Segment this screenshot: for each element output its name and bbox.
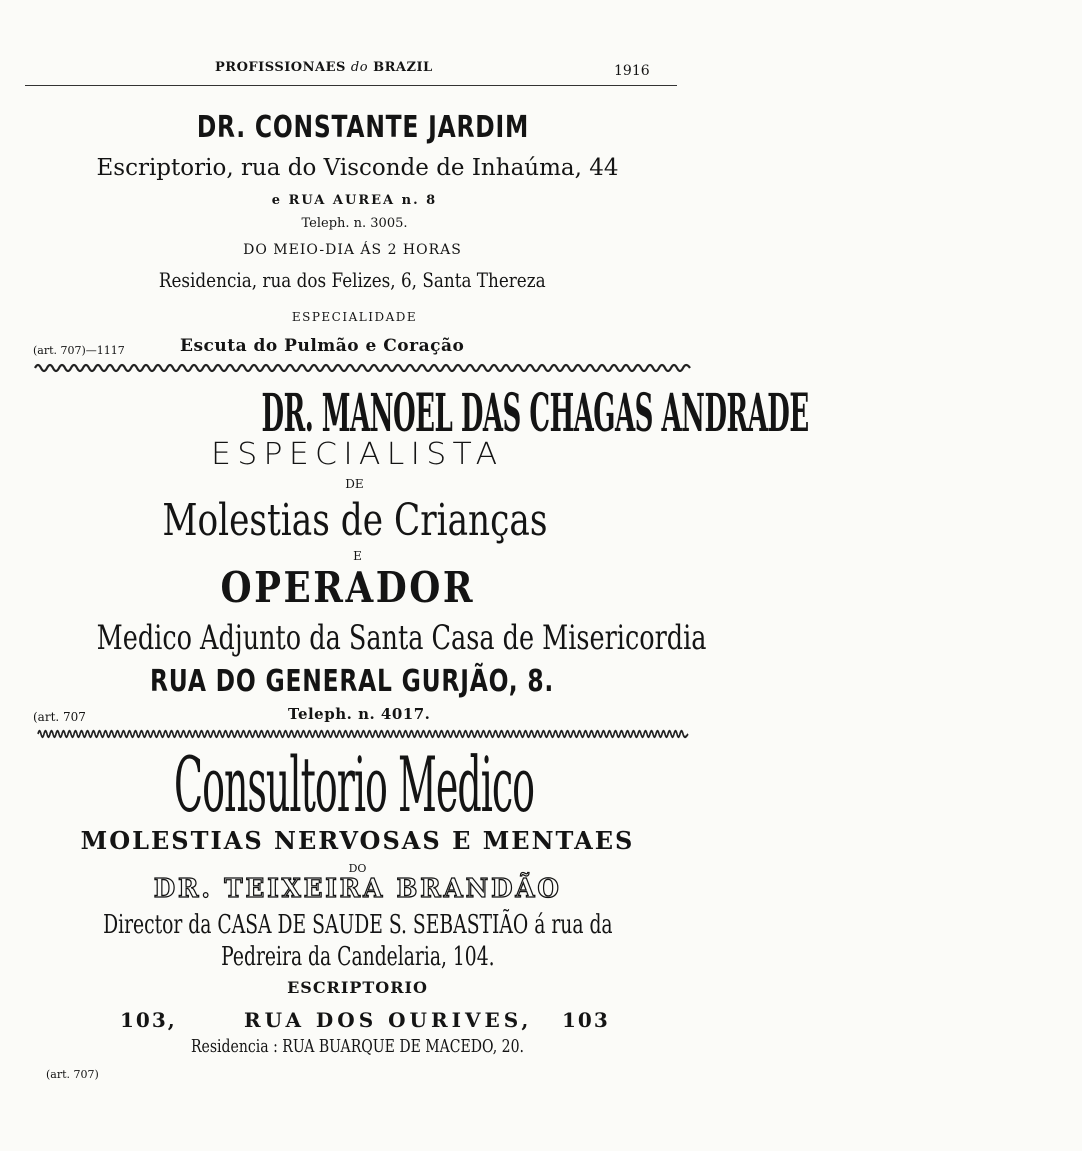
ad3-office-label: ESCRIPTORIO [287,978,428,997]
header-word-1: PROFISSIONAES [215,60,346,75]
ad1-reference: (art. 707)—1117 [33,344,125,357]
ad3-reference: (art. 707) [46,1068,99,1081]
ad3-title: Consultorio Medico [174,740,535,829]
ad1-specialty: Escuta do Pulmão e Coração [180,336,465,356]
ad2-diseases: Molestias de Crianças [161,495,548,546]
ad1-specialty-label: ESPECIALIDADE [291,310,418,324]
ad2-role: Medico Adjunto da Santa Casa de Misericordia [96,618,707,658]
ad3-do: DO [348,862,367,875]
ad3-title-line [0,740,717,830]
ad2-operator-line [0,563,710,612]
ad3-doctor: DR. TEIXEIRA BRANDÃO [153,874,562,904]
ad2-reference: (art. 707 [33,710,86,724]
ad3-director2-line [0,942,720,972]
ad3-diseases: MOLESTIAS NERVOSAS E MENTAES [80,826,635,855]
ad1-residence: Residencia, rua dos Felizes, 6, Santa Thereza [159,268,546,292]
ad2-specialist: ESPECIALISTA [211,437,504,472]
ad3-director: Director da CASA DE SAUDE S. SEBASTIÃO á rua da [102,910,613,940]
ad1-hours: DO MEIO-DIA ÁS 2 HORAS [243,242,462,258]
ad2-role-line [0,618,720,658]
ad2-specialist-line [0,437,720,472]
running-header-title [215,60,433,75]
ad1-office2: e RUA AUREA n. 8 [271,193,438,208]
ad3-residence: Residencia : RUA BUARQUE DE MACEDO, 20. [190,1036,525,1057]
ad2-address-line [0,664,715,699]
ad3-director2: Pedreira da Candelaria, 104. [220,942,495,972]
header-rule [25,85,677,86]
divider-wave-1 [35,362,690,374]
divider-wave-2 [38,728,688,740]
ad3-number-right: 103 [562,1008,610,1032]
ad3-doctor-line [0,874,720,904]
ad2-doctor-name: DR. MANOEL DAS CHAGAS ANDRADE [261,383,809,444]
ad2-diseases-line [0,495,717,546]
ad1-name-line [0,110,725,145]
ad2-de: DE [345,477,364,491]
ad3-director-line [0,910,720,940]
header-word-3: BRAZIL [373,60,433,75]
ad2-e: E [353,549,362,563]
ad2-name-line [0,383,809,444]
header-word-2: do [350,60,369,75]
ad1-residence-line [0,268,715,292]
ad1-phone: Teleph. n. 3005. [301,216,408,231]
page-year: 1916 [614,63,650,79]
ad3-residence-line [0,1036,720,1057]
ad3-number-left: 103, [120,1008,177,1032]
ad2-operator: OPERADOR [220,563,475,612]
ad1-doctor-name: DR. CONSTANTE JARDIM [196,110,529,145]
ad1-office: Escriptorio, rua do Visconde de Inhaúma, 44 [96,155,619,181]
ad2-phone: Teleph. n. 4017. [288,705,431,723]
ad2-address: RUA DO GENERAL GURJÃO, 8. [150,664,555,699]
ad3-street: RUA DOS OURIVES, [244,1008,533,1032]
